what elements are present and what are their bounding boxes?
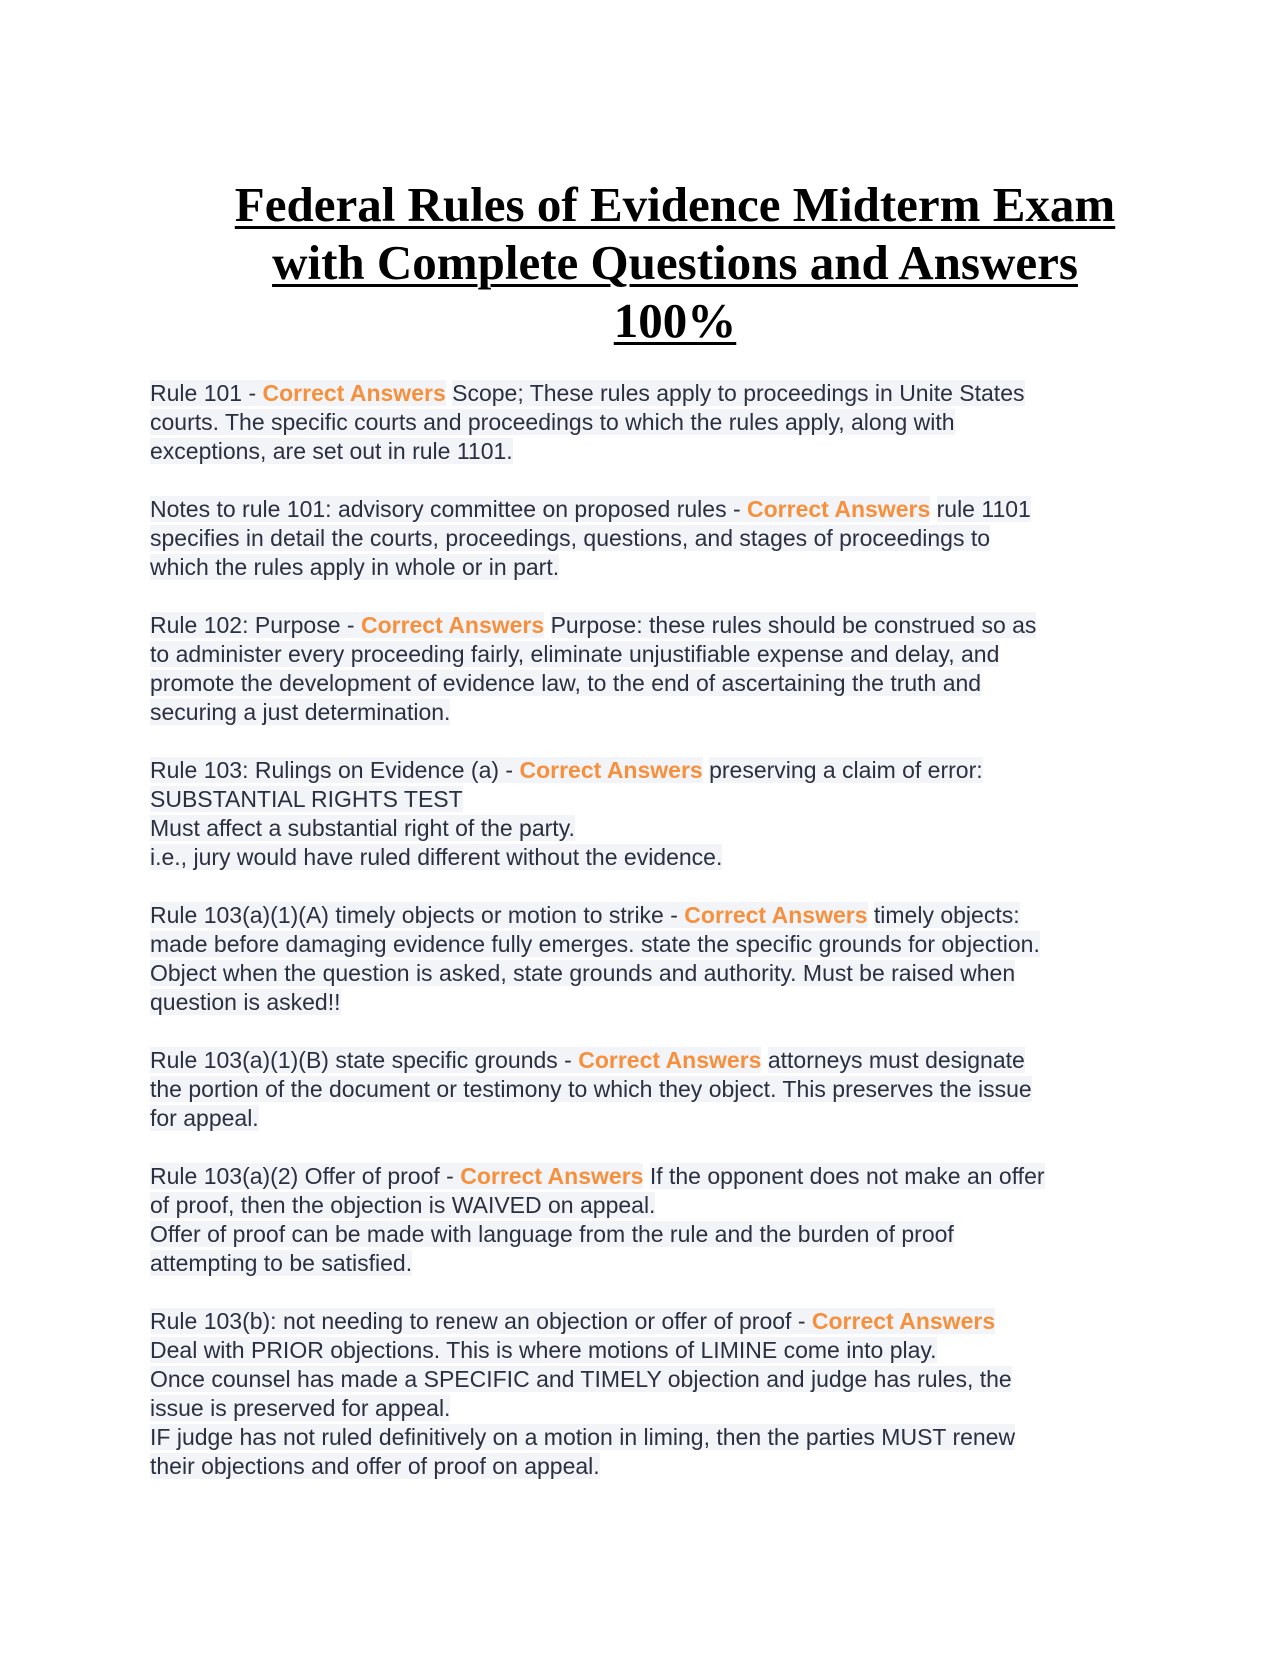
- question-text: Rule 103(a)(2) Offer of proof -: [150, 1163, 461, 1189]
- answer-line: [150, 1452, 1150, 1481]
- correct-answers-label: Correct Answers: [460, 1163, 644, 1189]
- answer-text: If the opponent does not make an offer: [649, 1163, 1045, 1189]
- question-text: Rule 103: Rulings on Evidence (a) -: [150, 757, 520, 783]
- qa-entry: [150, 1046, 1150, 1133]
- qa-entry: [150, 495, 1150, 582]
- qa-first-line: [150, 756, 1150, 785]
- answer-line: [150, 640, 1150, 669]
- answer-line: [150, 1220, 1150, 1249]
- answer-text: securing a just determination.: [150, 699, 451, 725]
- question-text: Rule 101 -: [150, 380, 263, 406]
- answer-text: Offer of proof can be made with language from the rule and the burden of proof: [150, 1221, 954, 1247]
- qa-first-line: [150, 1307, 1150, 1336]
- qa-entry: [150, 901, 1150, 1017]
- qa-first-line: [150, 495, 1150, 524]
- answer-line: [150, 1075, 1150, 1104]
- qa-first-line: [150, 1162, 1150, 1191]
- answer-line: [150, 698, 1150, 727]
- correct-answers-label: Correct Answers: [262, 380, 446, 406]
- answer-line: [150, 1104, 1150, 1133]
- answer-text: exceptions, are set out in rule 1101.: [150, 438, 513, 464]
- correct-answers-label: Correct Answers: [811, 1308, 996, 1334]
- answer-line: [150, 669, 1150, 698]
- answer-text: their objections and offer of proof on appeal.: [150, 1453, 600, 1479]
- qa-first-line: [150, 1046, 1150, 1075]
- title-line: with Complete Questions and Answers: [272, 235, 1078, 290]
- question-text: Notes to rule 101: advisory committee on proposed rules -: [150, 496, 748, 522]
- answer-text: Scope; These rules apply to proceedings in Unite States: [452, 380, 1025, 406]
- answer-line: [150, 814, 1150, 843]
- answer-line: [150, 1423, 1150, 1452]
- answer-text: promote the development of evidence law, to the end of ascertaining the truth and: [150, 670, 982, 696]
- qa-first-line: [150, 379, 1150, 408]
- answer-text: issue is preserved for appeal.: [150, 1395, 451, 1421]
- answer-text: to administer every proceeding fairly, eliminate unjustifiable expense and delay, and: [150, 641, 1000, 667]
- answer-line: [150, 1191, 1150, 1220]
- answer-line: [150, 843, 1150, 872]
- answer-line: [150, 988, 1150, 1017]
- qa-entry: [150, 611, 1150, 727]
- answer-text: which the rules apply in whole or in part.: [150, 554, 560, 580]
- answer-text: Must affect a substantial right of the party.: [150, 815, 575, 841]
- qa-entry: [150, 379, 1150, 466]
- qa-entry: [150, 1162, 1150, 1278]
- answer-text: made before damaging evidence fully emerges. state the specific grounds for objection.: [150, 931, 1040, 957]
- question-text: Rule 103(b): not needing to renew an objection or offer of proof -: [150, 1308, 812, 1334]
- correct-answers-label: Correct Answers: [684, 902, 868, 928]
- answer-text: the portion of the document or testimony to which they object. This preserves the issue: [150, 1076, 1032, 1102]
- qa-entry: [150, 756, 1150, 872]
- answer-text: Purpose: these rules should be construed so as: [550, 612, 1037, 638]
- qa-entry: [150, 1307, 1150, 1481]
- title-line: Federal Rules of Evidence Midterm Exam: [234, 177, 1116, 232]
- answer-text: for appeal.: [150, 1105, 259, 1131]
- answer-text: Once counsel has made a SPECIFIC and TIMELY objection and judge has rules, the: [150, 1366, 1012, 1392]
- answer-text: of proof, then the objection is WAIVED on appeal.: [150, 1192, 656, 1218]
- answer-text: attempting to be satisfied.: [150, 1250, 413, 1276]
- answer-line: [150, 408, 1150, 437]
- question-text: Rule 103(a)(1)(A) timely objects or motion to strike -: [150, 902, 685, 928]
- answer-text: SUBSTANTIAL RIGHTS TEST: [150, 786, 463, 812]
- answer-text: attorneys must designate: [767, 1047, 1025, 1073]
- document-title: [180, 176, 1170, 350]
- qa-first-line: [150, 611, 1150, 640]
- correct-answers-label: Correct Answers: [519, 757, 703, 783]
- answer-text: Object when the question is asked, state grounds and authority. Must be raised when: [150, 960, 1016, 986]
- answer-text: question is asked!!: [150, 989, 341, 1015]
- answer-line: [150, 1394, 1150, 1423]
- qa-first-line: [150, 901, 1150, 930]
- answer-text: timely objects:: [873, 902, 1020, 928]
- answer-line: [150, 785, 1150, 814]
- question-text: Rule 103(a)(1)(B) state specific grounds -: [150, 1047, 579, 1073]
- answer-text: IF judge has not ruled definitively on a motion in liming, then the parties MUST renew: [150, 1424, 1016, 1450]
- answer-line: [150, 959, 1150, 988]
- answer-text: Deal with PRIOR objections. This is where motions of LIMINE come into play.: [150, 1337, 937, 1363]
- answer-text: specifies in detail the courts, proceedings, questions, and stages of proceedings to: [150, 525, 991, 551]
- answer-text: courts. The specific courts and proceedings to which the rules apply, along with: [150, 409, 955, 435]
- answer-text: preserving a claim of error:: [709, 757, 983, 783]
- answer-line: [150, 1336, 1150, 1365]
- answer-line: [150, 1249, 1150, 1278]
- answer-line: [150, 437, 1150, 466]
- answer-line: [150, 524, 1150, 553]
- correct-answers-label: Correct Answers: [578, 1047, 762, 1073]
- qa-list: [150, 379, 1150, 1510]
- answer-text: rule 1101: [936, 496, 1031, 522]
- answer-line: [150, 1365, 1150, 1394]
- answer-text: i.e., jury would have ruled different without the evidence.: [150, 844, 723, 870]
- answer-line: [150, 930, 1150, 959]
- title-line: 100%: [613, 293, 737, 348]
- answer-line: [150, 553, 1150, 582]
- question-text: Rule 102: Purpose -: [150, 612, 361, 638]
- correct-answers-label: Correct Answers: [747, 496, 931, 522]
- correct-answers-label: Correct Answers: [360, 612, 545, 638]
